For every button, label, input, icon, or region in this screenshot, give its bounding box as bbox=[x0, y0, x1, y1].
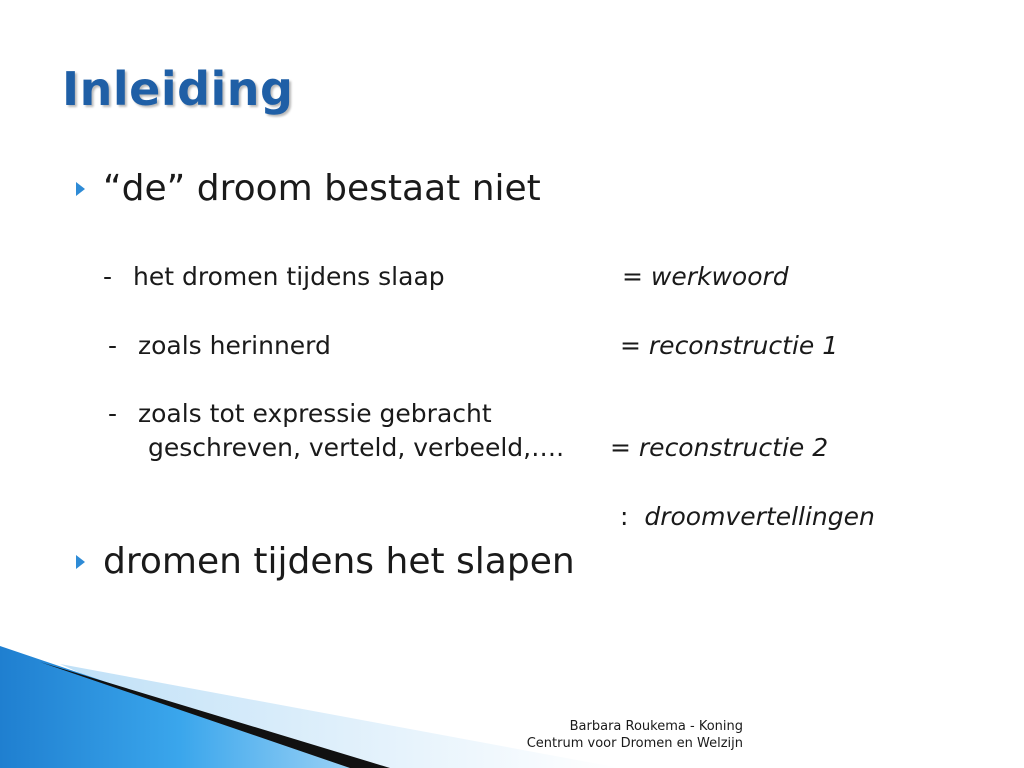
dash-marker: - bbox=[108, 399, 118, 428]
sub-item-definition bbox=[610, 433, 828, 462]
footer-author: Barbara Roukema - Koning bbox=[569, 719, 743, 734]
equals-sign: = bbox=[622, 262, 643, 291]
bullet-arrow-icon bbox=[76, 555, 85, 569]
definition-value: reconstructie 1 bbox=[648, 331, 839, 360]
bullet-text: dromen tijdens het slapen bbox=[103, 541, 575, 582]
sub-item-definition bbox=[622, 262, 789, 291]
sub-item bbox=[103, 262, 445, 291]
sub-item-text: zoals tot expressie gebracht bbox=[138, 399, 492, 428]
slide-title: Inleiding bbox=[62, 62, 294, 116]
dash-marker: - bbox=[108, 331, 118, 360]
definition-value: reconstructie 2 bbox=[638, 433, 829, 462]
colon-sign: : bbox=[620, 502, 629, 531]
bullet-arrow-icon bbox=[76, 182, 85, 196]
sub-item-text: het dromen tijdens slaap bbox=[133, 262, 445, 291]
equals-sign: = bbox=[620, 331, 641, 360]
bullet-text: “de” droom bestaat niet bbox=[103, 168, 541, 209]
sub-item-definition bbox=[620, 502, 875, 531]
sub-item bbox=[108, 331, 331, 360]
dash-marker: - bbox=[103, 262, 113, 291]
sub-item-text: zoals herinnerd bbox=[138, 331, 331, 360]
sub-item-continuation bbox=[148, 433, 564, 462]
slide-footer bbox=[527, 718, 743, 752]
definition-value: werkwoord bbox=[650, 262, 789, 291]
sub-item-definition bbox=[620, 331, 838, 360]
definition-value: droomvertellingen bbox=[644, 502, 875, 531]
sub-item-text: geschreven, verteld, verbeeld,…. bbox=[148, 433, 565, 462]
equals-sign: = bbox=[610, 433, 631, 462]
sub-item bbox=[108, 399, 492, 428]
bullet-item bbox=[76, 541, 575, 582]
footer-organization: Centrum voor Dromen en Welzijn bbox=[526, 736, 743, 751]
bullet-item bbox=[76, 168, 541, 209]
